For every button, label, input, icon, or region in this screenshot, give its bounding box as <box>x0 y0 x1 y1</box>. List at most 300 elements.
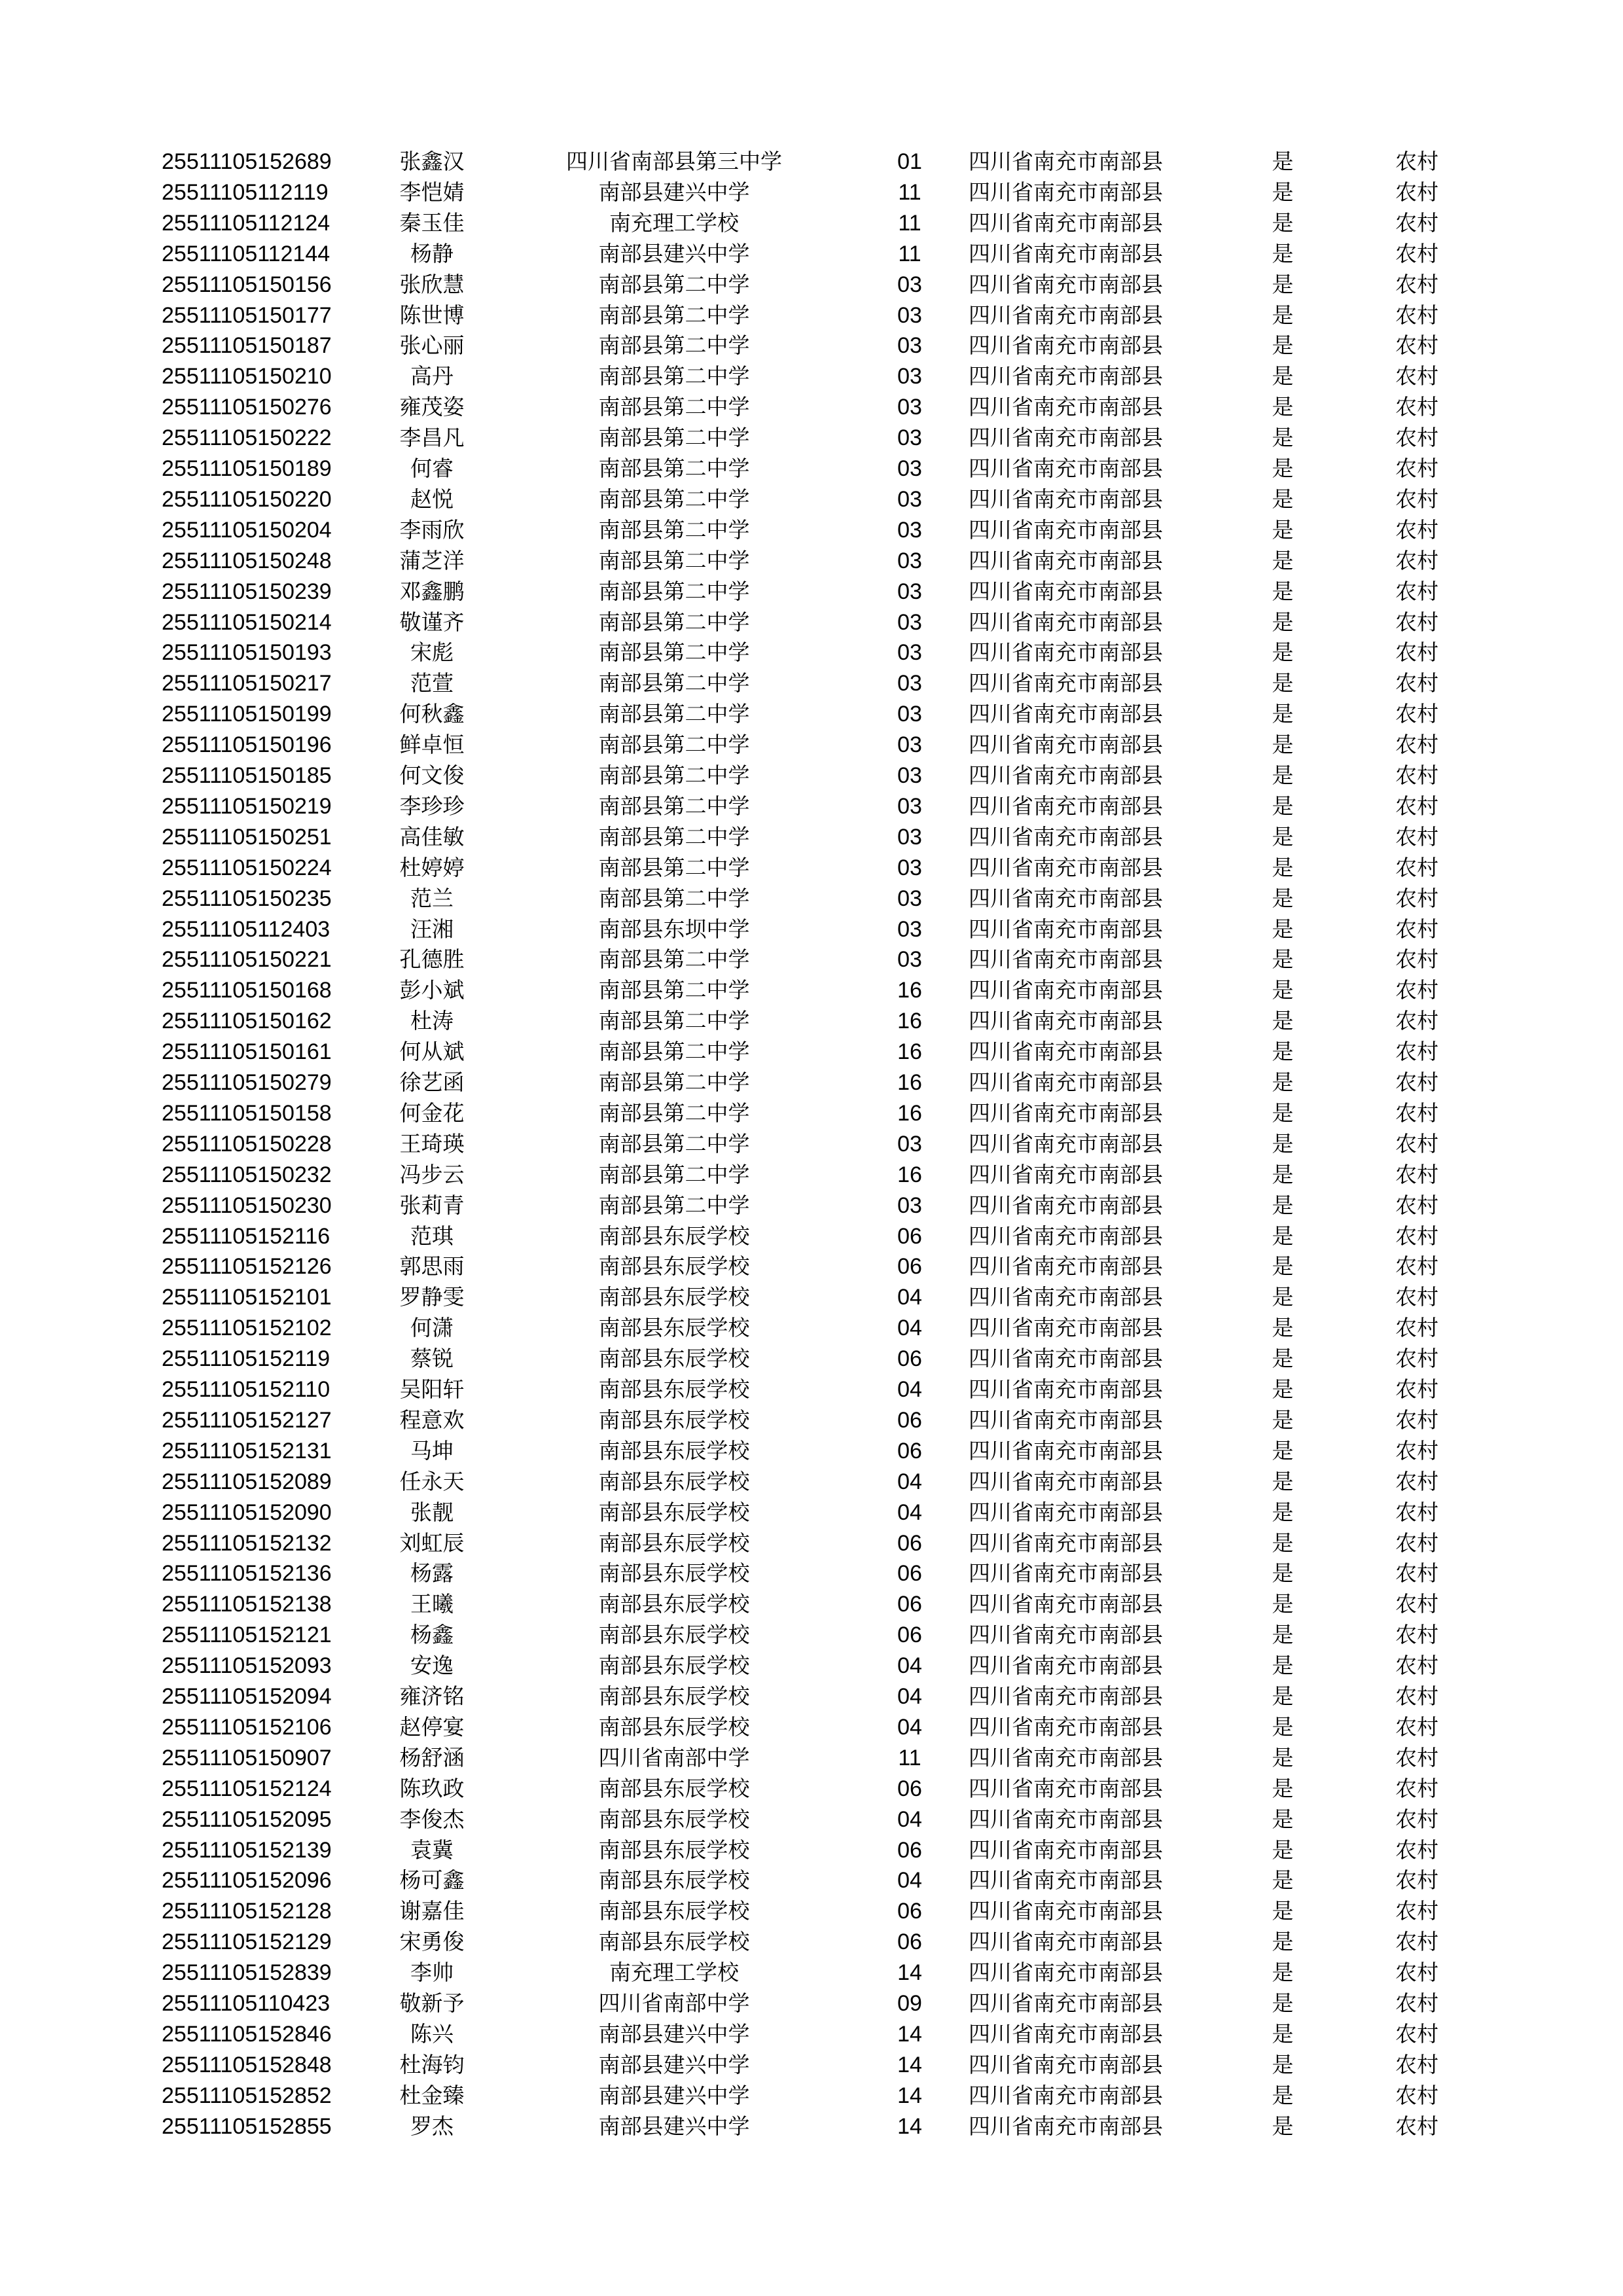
student-name: 杜涛 <box>410 1008 454 1034</box>
table-row <box>0 668 1623 698</box>
household-type: 农村 <box>1395 302 1438 328</box>
household-type: 农村 <box>1395 1407 1438 1433</box>
table-row <box>0 1374 1623 1405</box>
table-row <box>0 761 1623 791</box>
candidate-id: 25511105150276 <box>162 395 332 420</box>
flag-yes: 是 <box>1272 1192 1294 1218</box>
region: 四川省南充市南部县 <box>969 609 1163 635</box>
candidate-id: 25511105150210 <box>162 364 332 389</box>
school-name: 南部县第二中学 <box>598 363 750 389</box>
household-type: 农村 <box>1395 762 1438 788</box>
region: 四川省南充市南部县 <box>969 1713 1163 1740</box>
school-name: 南部县第二中学 <box>598 547 750 573</box>
flag-yes: 是 <box>1272 1898 1294 1924</box>
student-name: 杨静 <box>410 240 454 266</box>
table-row <box>0 730 1623 760</box>
candidate-id: 25511105152101 <box>162 1285 332 1310</box>
school-name: 南部县第二中学 <box>598 1039 750 1065</box>
school-name: 四川省南部中学 <box>598 1744 750 1770</box>
candidate-id: 25511105150158 <box>162 1100 332 1126</box>
school-name: 南部县建兴中学 <box>598 2082 750 2108</box>
region: 四川省南充市南部县 <box>969 1407 1163 1433</box>
school-name: 南部县第二中学 <box>598 670 750 696</box>
category-code: 03 <box>897 609 922 635</box>
candidate-id: 25511105150232 <box>162 1162 332 1187</box>
flag-yes: 是 <box>1272 1437 1294 1463</box>
region: 四川省南充市南部县 <box>969 762 1163 788</box>
school-name: 南部县第二中学 <box>598 425 750 451</box>
student-name: 张心丽 <box>399 332 465 359</box>
category-code: 16 <box>897 1162 922 1187</box>
category-code: 04 <box>897 1806 922 1832</box>
flag-yes: 是 <box>1272 1069 1294 1095</box>
candidate-id: 25511105152138 <box>162 1592 332 1617</box>
table-row <box>0 1006 1623 1036</box>
household-type: 农村 <box>1395 240 1438 266</box>
school-name: 南部县建兴中学 <box>598 2020 750 2047</box>
flag-yes: 是 <box>1272 977 1294 1003</box>
student-name: 王曦 <box>410 1591 454 1617</box>
category-code: 06 <box>897 1346 922 1372</box>
region: 四川省南充市南部县 <box>969 1130 1163 1157</box>
table-row <box>0 454 1623 484</box>
category-code: 06 <box>897 1254 922 1280</box>
candidate-id: 25511105152132 <box>162 1530 332 1556</box>
candidate-id: 25511105152689 <box>162 149 332 174</box>
school-name: 南部县东辰学校 <box>598 1837 750 1863</box>
flag-yes: 是 <box>1272 732 1294 758</box>
table-row <box>0 1129 1623 1159</box>
household-type: 农村 <box>1395 2113 1438 2139</box>
candidate-id: 25511105112119 <box>162 179 329 205</box>
student-name: 冯步云 <box>399 1161 465 1187</box>
household-type: 农村 <box>1395 1100 1438 1126</box>
category-code: 03 <box>897 579 922 604</box>
table-row <box>0 1712 1623 1742</box>
school-name: 南部县东辰学校 <box>598 1929 750 1955</box>
table-row <box>0 484 1623 514</box>
candidate-id: 25511105112124 <box>162 210 330 236</box>
household-type: 农村 <box>1395 1376 1438 1402</box>
category-code: 03 <box>897 548 922 573</box>
region: 四川省南充市南部县 <box>969 332 1163 359</box>
school-name: 南部县第二中学 <box>598 639 750 666</box>
region: 四川省南充市南部县 <box>969 1960 1163 1986</box>
table-row <box>0 1988 1623 2018</box>
school-name: 四川省南部县第三中学 <box>566 149 782 174</box>
category-code: 03 <box>897 702 922 727</box>
region: 四川省南充市南部县 <box>969 916 1163 942</box>
candidate-id: 25511105150248 <box>162 548 332 573</box>
household-type: 农村 <box>1395 732 1438 758</box>
category-code: 06 <box>897 1592 922 1617</box>
candidate-id: 25511105152131 <box>162 1438 332 1463</box>
candidate-id: 25511105150162 <box>162 1009 332 1034</box>
student-name: 谢嘉佳 <box>399 1898 465 1924</box>
flag-yes: 是 <box>1272 1100 1294 1126</box>
school-name: 南部县东辰学校 <box>598 1437 750 1463</box>
region: 四川省南充市南部县 <box>969 1008 1163 1034</box>
table-row <box>0 2111 1623 2142</box>
household-type: 农村 <box>1395 1161 1438 1187</box>
table-row <box>0 637 1623 668</box>
category-code: 14 <box>897 2083 922 2108</box>
flag-yes: 是 <box>1272 332 1294 359</box>
candidate-id: 25511105152102 <box>162 1316 332 1341</box>
region: 四川省南充市南部县 <box>969 1591 1163 1617</box>
flag-yes: 是 <box>1272 916 1294 942</box>
school-name: 南部县东坝中学 <box>598 916 750 942</box>
category-code: 06 <box>897 1407 922 1433</box>
category-code: 03 <box>897 886 922 911</box>
candidate-id: 25511105152110 <box>162 1377 330 1402</box>
student-name: 雍济铭 <box>399 1683 465 1709</box>
household-type: 农村 <box>1395 916 1438 942</box>
flag-yes: 是 <box>1272 1253 1294 1280</box>
candidate-id: 25511105152106 <box>162 1714 332 1740</box>
student-name: 罗静雯 <box>399 1284 465 1310</box>
table-row <box>0 1681 1623 1712</box>
student-name: 罗杰 <box>410 2113 454 2139</box>
candidate-id: 25511105150217 <box>162 671 332 696</box>
category-code: 04 <box>897 1499 922 1525</box>
table-row <box>0 1221 1623 1251</box>
region: 四川省南充市南部县 <box>969 1346 1163 1372</box>
category-code: 03 <box>897 364 922 389</box>
student-name: 何睿 <box>410 456 454 481</box>
flag-yes: 是 <box>1272 1837 1294 1863</box>
candidate-id: 25511105152095 <box>162 1806 332 1832</box>
region: 四川省南充市南部县 <box>969 149 1163 174</box>
candidate-id: 25511105152127 <box>162 1407 332 1433</box>
flag-yes: 是 <box>1272 1315 1294 1341</box>
household-type: 农村 <box>1395 793 1438 819</box>
student-name: 何秋鑫 <box>399 701 465 727</box>
region: 四川省南充市南部县 <box>969 1039 1163 1065</box>
category-code: 03 <box>897 517 922 543</box>
household-type: 农村 <box>1395 946 1438 973</box>
flag-yes: 是 <box>1272 486 1294 512</box>
table-row <box>0 1467 1623 1497</box>
region: 四川省南充市南部县 <box>969 1867 1163 1893</box>
candidate-id: 25511105152139 <box>162 1837 332 1863</box>
school-name: 南部县东辰学校 <box>598 1253 750 1280</box>
region: 四川省南充市南部县 <box>969 732 1163 758</box>
school-name: 南部县第二中学 <box>598 516 750 543</box>
household-type: 农村 <box>1395 271 1438 297</box>
student-name: 任永天 <box>399 1468 465 1494</box>
household-type: 农村 <box>1395 2020 1438 2047</box>
student-name: 张靓 <box>410 1499 454 1525</box>
student-name: 赵停宴 <box>399 1713 465 1740</box>
category-code: 14 <box>897 2113 922 2139</box>
region: 四川省南充市南部县 <box>969 486 1163 512</box>
region: 四川省南充市南部县 <box>969 425 1163 451</box>
school-name: 南部县第二中学 <box>598 823 750 850</box>
household-type: 农村 <box>1395 885 1438 911</box>
household-type: 农村 <box>1395 1683 1438 1709</box>
student-name: 张鑫汉 <box>399 149 465 174</box>
flag-yes: 是 <box>1272 670 1294 696</box>
region: 四川省南充市南部县 <box>969 854 1163 880</box>
school-name: 南部县第二中学 <box>598 732 750 758</box>
flag-yes: 是 <box>1272 2051 1294 2077</box>
flag-yes: 是 <box>1272 209 1294 236</box>
category-code: 16 <box>897 1100 922 1126</box>
region: 四川省南充市南部县 <box>969 302 1163 328</box>
candidate-id: 25511105150161 <box>162 1039 332 1065</box>
student-name: 杜婷婷 <box>399 854 465 880</box>
region: 四川省南充市南部县 <box>969 1253 1163 1280</box>
category-code: 14 <box>897 2021 922 2047</box>
household-type: 农村 <box>1395 486 1438 512</box>
flag-yes: 是 <box>1272 1591 1294 1617</box>
household-type: 农村 <box>1395 1499 1438 1525</box>
table-row <box>0 1743 1623 1773</box>
region: 四川省南充市南部县 <box>969 363 1163 389</box>
candidate-id: 25511105152119 <box>162 1346 330 1372</box>
school-name: 南部县东辰学校 <box>598 1407 750 1433</box>
table-row <box>0 1558 1623 1588</box>
household-type: 农村 <box>1395 1039 1438 1065</box>
flag-yes: 是 <box>1272 2020 1294 2047</box>
school-name: 南部县东辰学校 <box>598 1468 750 1494</box>
school-name: 南部县第二中学 <box>598 1130 750 1157</box>
student-name: 吴阳轩 <box>399 1376 465 1402</box>
household-type: 农村 <box>1395 1744 1438 1770</box>
table-row <box>0 1436 1623 1466</box>
flag-yes: 是 <box>1272 516 1294 543</box>
student-name: 陈兴 <box>410 2020 454 2047</box>
candidate-id: 25511105152848 <box>162 2052 332 2077</box>
flag-yes: 是 <box>1272 547 1294 573</box>
household-type: 农村 <box>1395 670 1438 696</box>
flag-yes: 是 <box>1272 149 1294 174</box>
category-code: 03 <box>897 732 922 758</box>
school-name: 南部县东辰学校 <box>598 1560 750 1587</box>
candidate-id: 25511105150220 <box>162 486 332 512</box>
flag-yes: 是 <box>1272 1346 1294 1372</box>
category-code: 04 <box>897 1868 922 1893</box>
table-row <box>0 147 1623 177</box>
school-name: 南部县第二中学 <box>598 332 750 359</box>
household-type: 农村 <box>1395 1437 1438 1463</box>
category-code: 11 <box>898 179 921 205</box>
category-code: 03 <box>897 671 922 696</box>
flag-yes: 是 <box>1272 240 1294 266</box>
table-row <box>0 884 1623 914</box>
table-row <box>0 331 1623 361</box>
table-row <box>0 1344 1623 1374</box>
household-type: 农村 <box>1395 1530 1438 1556</box>
student-name: 刘虹辰 <box>399 1530 465 1556</box>
category-code: 11 <box>898 241 921 266</box>
category-code: 04 <box>897 1377 922 1402</box>
student-name: 汪湘 <box>410 916 454 942</box>
table-row <box>0 1282 1623 1312</box>
category-code: 03 <box>897 1131 922 1157</box>
table-row <box>0 1958 1623 1988</box>
region: 四川省南充市南部县 <box>969 1929 1163 1955</box>
candidate-id: 25511105152852 <box>162 2083 332 2108</box>
region: 四川省南充市南部县 <box>969 209 1163 236</box>
region: 四川省南充市南部县 <box>969 977 1163 1003</box>
student-name: 李昌凡 <box>399 425 465 451</box>
school-name: 南部县第二中学 <box>598 854 750 880</box>
flag-yes: 是 <box>1272 1530 1294 1556</box>
flag-yes: 是 <box>1272 1990 1294 2016</box>
flag-yes: 是 <box>1272 1284 1294 1310</box>
region: 四川省南充市南部县 <box>969 2082 1163 2108</box>
region: 四川省南充市南部县 <box>969 1653 1163 1679</box>
table-row <box>0 1589 1623 1619</box>
flag-yes: 是 <box>1272 946 1294 973</box>
school-name: 南部县第二中学 <box>598 793 750 819</box>
category-code: 06 <box>897 1623 922 1648</box>
household-type: 农村 <box>1395 639 1438 666</box>
school-name: 四川省南部中学 <box>598 1990 750 2016</box>
school-name: 南部县第二中学 <box>598 1100 750 1126</box>
flag-yes: 是 <box>1272 639 1294 666</box>
student-name: 李雨欣 <box>399 516 465 543</box>
category-code: 03 <box>897 855 922 880</box>
category-code: 03 <box>897 302 922 328</box>
school-name: 南部县第二中学 <box>598 302 750 328</box>
table-row <box>0 515 1623 545</box>
flag-yes: 是 <box>1272 2082 1294 2108</box>
table-row <box>0 791 1623 821</box>
student-name: 孔德胜 <box>399 946 465 973</box>
student-name: 敬谨齐 <box>399 609 465 635</box>
region: 四川省南充市南部县 <box>969 547 1163 573</box>
school-name: 南部县第二中学 <box>598 1192 750 1218</box>
table-row <box>0 1160 1623 1190</box>
table-row <box>0 300 1623 331</box>
region: 四川省南充市南部县 <box>969 394 1163 420</box>
flag-yes: 是 <box>1272 1960 1294 1986</box>
candidate-id: 25511105150185 <box>162 763 332 788</box>
flag-yes: 是 <box>1272 1653 1294 1679</box>
student-name: 蔡锐 <box>410 1346 454 1372</box>
student-name: 杜金臻 <box>399 2082 465 2108</box>
school-name: 南部县第二中学 <box>598 701 750 727</box>
school-name: 南部县东辰学校 <box>598 1346 750 1372</box>
household-type: 农村 <box>1395 1806 1438 1832</box>
school-name: 南部县第二中学 <box>598 486 750 512</box>
category-code: 03 <box>897 333 922 359</box>
student-name: 赵悦 <box>410 486 454 512</box>
student-name: 敬新予 <box>399 1990 465 2016</box>
category-code: 03 <box>897 272 922 297</box>
region: 四川省南充市南部县 <box>969 1683 1163 1709</box>
household-type: 农村 <box>1395 547 1438 573</box>
student-name: 李俊杰 <box>399 1806 465 1832</box>
category-code: 06 <box>897 1899 922 1924</box>
school-name: 南部县东辰学校 <box>598 1775 750 1801</box>
flag-yes: 是 <box>1272 1775 1294 1801</box>
region: 四川省南充市南部县 <box>969 1376 1163 1402</box>
school-name: 南部县东辰学校 <box>598 1223 750 1249</box>
household-type: 农村 <box>1395 823 1438 850</box>
household-type: 农村 <box>1395 1192 1438 1218</box>
flag-yes: 是 <box>1272 1622 1294 1648</box>
region: 四川省南充市南部县 <box>969 1775 1163 1801</box>
category-code: 06 <box>897 1438 922 1463</box>
flag-yes: 是 <box>1272 1039 1294 1065</box>
household-type: 农村 <box>1395 516 1438 543</box>
table-row <box>0 2019 1623 2049</box>
category-code: 04 <box>897 1316 922 1341</box>
household-type: 农村 <box>1395 363 1438 389</box>
candidate-id: 25511105150204 <box>162 517 332 543</box>
region: 四川省南充市南部县 <box>969 1284 1163 1310</box>
flag-yes: 是 <box>1272 1929 1294 1955</box>
region: 四川省南充市南部县 <box>969 2051 1163 2077</box>
household-type: 农村 <box>1395 2082 1438 2108</box>
candidate-id: 25511105152124 <box>162 1776 332 1801</box>
student-name: 高佳敏 <box>399 823 465 850</box>
student-name: 何从斌 <box>399 1039 465 1065</box>
school-name: 南部县东辰学校 <box>598 1284 750 1310</box>
student-name: 鲜卓恒 <box>399 732 465 758</box>
category-code: 03 <box>897 793 922 819</box>
school-name: 南部县第二中学 <box>598 271 750 297</box>
candidate-id: 25511105150168 <box>162 978 332 1003</box>
region: 四川省南充市南部县 <box>969 1744 1163 1770</box>
region: 四川省南充市南部县 <box>969 1837 1163 1863</box>
table-row <box>0 2050 1623 2080</box>
flag-yes: 是 <box>1272 1744 1294 1770</box>
flag-yes: 是 <box>1272 1560 1294 1587</box>
school-name: 南部县东辰学校 <box>598 1315 750 1341</box>
school-name: 南部县第二中学 <box>598 1069 750 1095</box>
region: 四川省南充市南部县 <box>969 1100 1163 1126</box>
household-type: 农村 <box>1395 1867 1438 1893</box>
region: 四川省南充市南部县 <box>969 271 1163 297</box>
school-name: 南部县第二中学 <box>598 1008 750 1034</box>
household-type: 农村 <box>1395 1346 1438 1372</box>
student-name: 何潇 <box>410 1315 454 1341</box>
candidate-id: 25511105150221 <box>162 947 332 973</box>
category-code: 03 <box>897 763 922 788</box>
household-type: 农村 <box>1395 425 1438 451</box>
flag-yes: 是 <box>1272 363 1294 389</box>
household-type: 农村 <box>1395 1990 1438 2016</box>
school-name: 南部县第二中学 <box>598 609 750 635</box>
student-name: 王琦瑛 <box>399 1130 465 1157</box>
student-name: 高丹 <box>410 363 454 389</box>
candidate-id: 25511105152128 <box>162 1899 332 1924</box>
candidate-id: 25511105152855 <box>162 2113 332 2139</box>
school-name: 南充理工学校 <box>609 209 739 236</box>
student-name: 杨可鑫 <box>399 1867 465 1893</box>
candidate-id: 25511105150187 <box>162 333 332 359</box>
candidate-id: 25511105150219 <box>162 793 332 819</box>
region: 四川省南充市南部县 <box>969 823 1163 850</box>
flag-yes: 是 <box>1272 1376 1294 1402</box>
flag-yes: 是 <box>1272 1468 1294 1494</box>
table-row <box>0 1313 1623 1343</box>
category-code: 04 <box>897 1469 922 1494</box>
student-name: 杨舒涵 <box>399 1744 465 1770</box>
school-name: 南部县东辰学校 <box>598 1683 750 1709</box>
student-name: 杨鑫 <box>410 1622 454 1648</box>
region: 四川省南充市南部县 <box>969 946 1163 973</box>
flag-yes: 是 <box>1272 1223 1294 1249</box>
flag-yes: 是 <box>1272 302 1294 328</box>
student-name: 李恺婧 <box>399 179 465 205</box>
table-row <box>0 270 1623 300</box>
